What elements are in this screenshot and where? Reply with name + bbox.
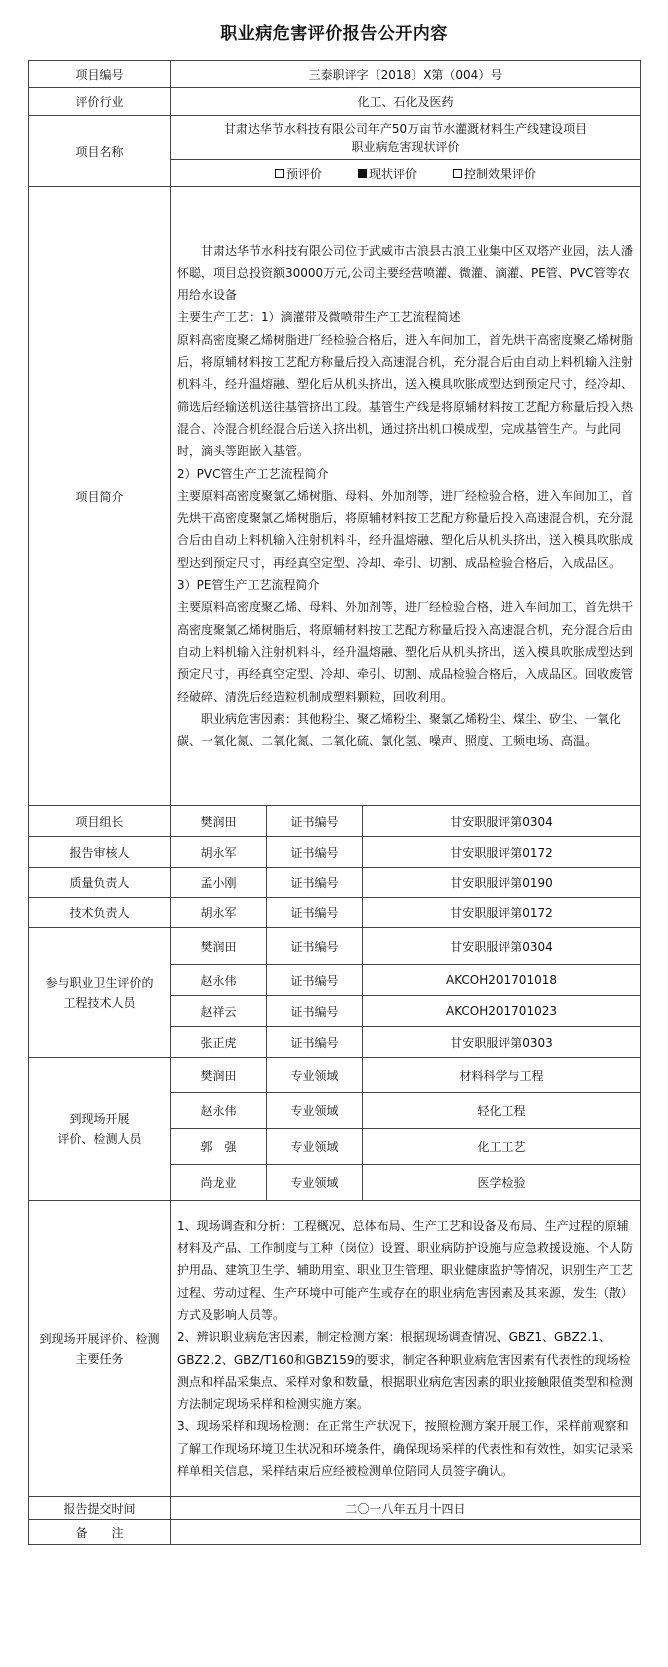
tasks-label-line1: 到现场开展评价、检测 — [39, 1331, 160, 1346]
label-engineers — [29, 928, 171, 1058]
row-engineer — [29, 928, 641, 965]
field-staff-name: 赵永伟 — [171, 1093, 267, 1129]
label-industry: 评价行业 — [29, 88, 171, 116]
engineer-name: 赵祥云 — [171, 996, 267, 1027]
label-project-name: 项目名称 — [29, 116, 171, 187]
row-technical-manager — [29, 898, 641, 928]
field-value: 化工工艺 — [363, 1129, 641, 1165]
page-title: 职业病危害评价报告公开内容 — [220, 24, 448, 44]
field-staff-name: 郭 强 — [171, 1129, 267, 1165]
label-field-staff — [29, 1058, 171, 1201]
value-main-tasks — [171, 1201, 641, 1497]
value-submit-time: 二〇一八年五月十四日 — [171, 1497, 641, 1520]
engineers-label-line1: 参与职业卫生评价的 — [45, 975, 154, 990]
cert-label: 证书编号 — [267, 928, 363, 965]
row-reviewer — [29, 837, 641, 868]
project-name-line2: 职业病危害现状评价 — [351, 139, 460, 154]
cert-number: 甘安职服评第0172 — [363, 898, 641, 928]
cert-number: 甘安职服评第0190 — [363, 868, 641, 898]
row-team-leader — [29, 806, 641, 837]
engineer-name: 樊润田 — [171, 928, 267, 965]
cert-number: 甘安职服评第0304 — [363, 928, 641, 965]
staff-name: 胡永军 — [171, 898, 267, 928]
field-value: 医学检验 — [363, 1165, 641, 1201]
option-label: 预评价 — [285, 166, 322, 181]
staff-name: 胡永军 — [171, 837, 267, 868]
label-role: 项目组长 — [29, 806, 171, 837]
cert-label: 证书编号 — [267, 965, 363, 996]
cert-number: 甘安职服评第0304 — [363, 806, 641, 837]
project-name-line1: 甘肃达华节水科技有限公司年产50万亩节水灌溉材料生产线建设项目 — [223, 121, 588, 136]
engineer-name: 张正虎 — [171, 1027, 267, 1058]
field-label: 专业领域 — [267, 1129, 363, 1165]
field-label: 专业领域 — [267, 1058, 363, 1093]
intro-paragraph: 主要原料高密度聚氯乙烯树脂、母料、外加剂等，进厂经检验合格，进入车间加工，首先烘干高密度聚氯乙烯树脂后，将原辅材料按工艺配方称量后投入高速混合机，充分混合后由自动上料机输入注射机料斗，经升温熔融、塑化后从机头挤出，送入模具吹胀成型达到预定尺寸，再经真空定型、冷却、牵引、切割、成品检验合格后，入成品区。 — [177, 488, 634, 570]
row-industry — [29, 88, 641, 116]
label-project-number: 项目编号 — [29, 61, 171, 88]
label-role: 技术负责人 — [29, 898, 171, 928]
label-role: 质量负责人 — [29, 868, 171, 898]
cert-number: AKCOH201701023 — [363, 996, 641, 1027]
cert-label: 证书编号 — [267, 868, 363, 898]
cert-label: 证书编号 — [267, 837, 363, 868]
row-project-intro — [29, 187, 641, 806]
intro-paragraph: 主要原料高密度聚乙烯、母料、外加剂等，进厂经检验合格，进入车间加工，首先烘干高密度聚氯乙烯树脂后，将原辅材料按工艺配方称量后投入高速混合机，充分混合后由自动上料机输入注射机料斗，经升温熔融、塑化后从机头挤出，送入模具吹胀成型达到预定尺寸，再经真空定型、冷却、牵引、切割、成品检验合格后，入成品区。回收废管经破碎、清洗后经造粒机制成塑料颗粒，回收利用。 — [177, 600, 634, 704]
field-label: 专业领域 — [267, 1165, 363, 1201]
label-remark: 备 注 — [29, 1520, 171, 1545]
report-table — [28, 60, 641, 1545]
value-project-number: 三泰职评字〔2018〕X第（004）号 — [171, 61, 641, 88]
eval-type-options — [171, 160, 641, 187]
option-status-evaluation[interactable] — [358, 165, 417, 182]
checkbox-icon — [453, 169, 462, 178]
intro-paragraph: 2）PVC管生产工艺流程简介 — [177, 466, 329, 481]
intro-paragraph: 甘肃达华节水科技有限公司位于武威市古浪县古浪工业集中区双塔产业园，法人潘怀聪，项目总投资额30000万元,公司主要经营喷灌、微灌、滴灌、PE管、PVC管等农用给水设备 — [177, 243, 634, 303]
row-project-name — [29, 116, 641, 160]
field-label: 专业领域 — [267, 1093, 363, 1129]
value-industry: 化工、石化及医药 — [171, 88, 641, 116]
intro-paragraph: 职业病危害因素：其他粉尘、聚乙烯粉尘、聚氯乙烯粉尘、煤尘、矽尘、一氧化碳、一氧化氮、二氧化氮、二氧化硫、氯化氢、噪声、照度、工频电场、高温。 — [177, 711, 622, 749]
field-label-line1: 到现场开展 — [69, 1112, 130, 1126]
value-remark — [171, 1520, 641, 1545]
row-quality-manager — [29, 868, 641, 898]
intro-paragraph: 3）PE管生产工艺流程简介 — [177, 578, 320, 593]
row-project-number — [29, 61, 641, 88]
label-submit-time: 报告提交时间 — [29, 1497, 171, 1520]
option-label: 现状评价 — [368, 166, 417, 181]
row-field-staff — [29, 1058, 641, 1093]
engineer-name: 赵永伟 — [171, 965, 267, 996]
tasks-label-line2: 主要任务 — [75, 1351, 124, 1366]
field-label-line2: 评价、检测人员 — [57, 1132, 142, 1146]
row-main-tasks — [29, 1201, 641, 1497]
field-staff-name: 尚龙业 — [171, 1165, 267, 1201]
row-submit-time — [29, 1497, 641, 1520]
cert-label: 证书编号 — [267, 996, 363, 1027]
cert-number: 甘安职服评第0172 — [363, 837, 641, 868]
label-main-tasks — [29, 1201, 171, 1497]
engineers-label-line2: 工程技术人员 — [63, 995, 136, 1010]
value-project-name — [171, 116, 641, 160]
checkbox-checked-icon — [358, 169, 367, 178]
intro-paragraph: 原料高密度聚乙烯树脂进厂经检验合格后，进入车间加工，首先烘干高密度聚乙烯树脂后，将原辅材料按工艺配方称量后投入高速混合机，充分混合后由自动上料机输入注射机料斗，经升温熔融、塑化后从机头挤出，送入模具吹胀成型达到预定尺寸，经冷却、筛选后经输送机送往基管挤出工段。基管生产线是将原辅材料按工艺配方称量后投入热混合、冷混合机经混合后送入挤出机，通过挤出机口模成型，完成基管生产。与此同时，滴头等距嵌入基管。 — [177, 332, 634, 459]
staff-name: 孟小刚 — [171, 868, 267, 898]
option-control-evaluation[interactable] — [453, 165, 536, 182]
label-project-intro: 项目简介 — [29, 187, 171, 806]
value-project-intro — [171, 187, 641, 806]
field-staff-name: 樊润田 — [171, 1058, 267, 1093]
checkbox-icon — [275, 169, 284, 178]
cert-label: 证书编号 — [267, 1027, 363, 1058]
task-item: 1、现场调查和分析：工程概况、总体布局、生产工艺和设备及布局、生产过程的原辅材料及产品、工作制度与工种（岗位）设置、职业病防护设施与应急救援设施、个人防护用品、建筑卫生学、辅助用室、职业卫生管理、职业健康监护等情况，识别生产工艺过程、劳动过程、生产环境中可能产生或存在的职业病危害因素及其来源，发生（散）方式及影响人员等。 — [177, 1218, 634, 1322]
staff-name: 樊润田 — [171, 806, 267, 837]
intro-paragraph: 主要生产工艺：1）滴灌带及微喷带生产工艺流程简述 — [177, 310, 461, 325]
cert-label: 证书编号 — [267, 898, 363, 928]
cert-label: 证书编号 — [267, 806, 363, 837]
label-role: 报告审核人 — [29, 837, 171, 868]
field-value: 材料科学与工程 — [363, 1058, 641, 1093]
field-value: 轻化工程 — [363, 1093, 641, 1129]
cert-number: AKCOH201701018 — [363, 965, 641, 996]
cert-number: 甘安职服评第0303 — [363, 1027, 641, 1058]
row-remark — [29, 1520, 641, 1545]
task-item: 3、现场采样和现场检测：在正常生产状况下，按照检测方案开展工作，采样前观察和了解工作现场环境卫生状况和环境条件，确保现场采样的代表性和有效性，如实记录采样单相关信息，采样结束后应经被检测单位陪同人员签字确认。 — [177, 1419, 634, 1478]
option-label: 控制效果评价 — [464, 166, 537, 181]
task-item: 2、辨识职业病危害因素，制定检测方案：根据现场调查情况、GBZ1、GBZ2.1、GBZ2.2、GBZ/T160和GBZ159的要求，制定各种职业病危害因素有代表性的现场检测点和样品采集点、采样对象和数量，根据职业病危害因素的职业接触限值类型和检测方法制定现场采样和检测实施方案。 — [177, 1330, 634, 1412]
option-pre-evaluation[interactable] — [275, 165, 322, 182]
